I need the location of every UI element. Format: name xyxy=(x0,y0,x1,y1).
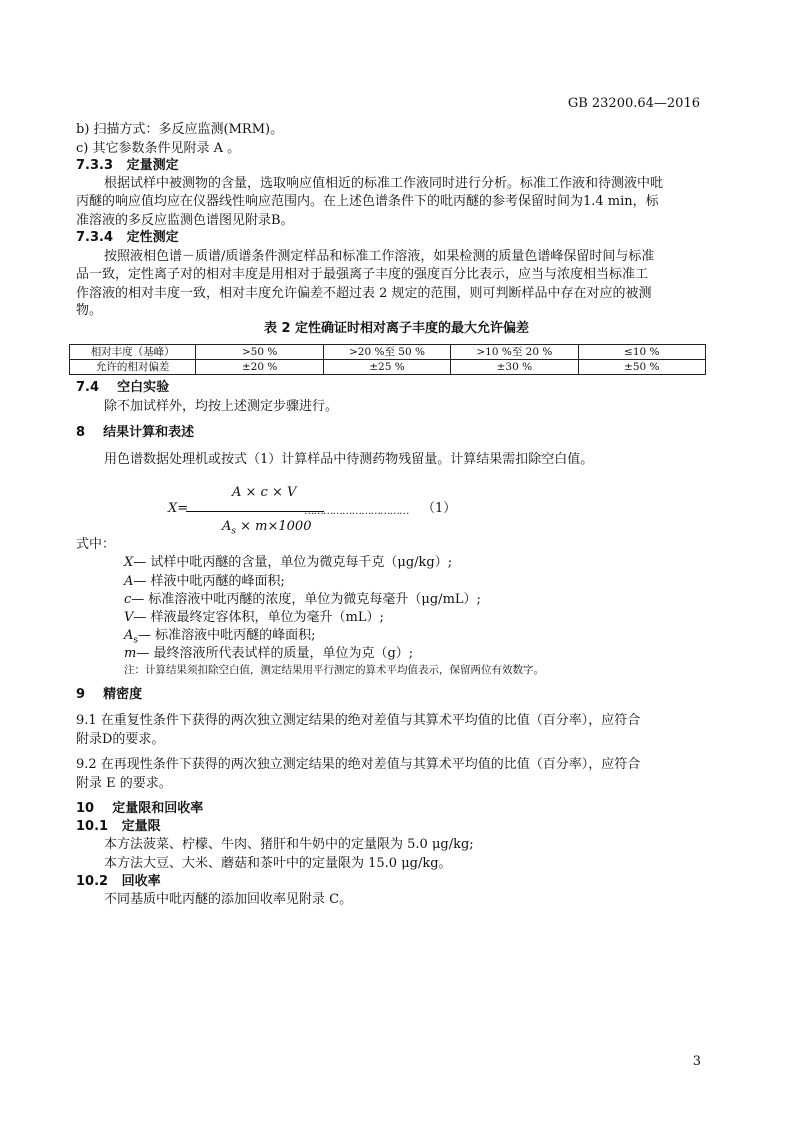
paragraph-line: 用色谱数据处理机或按式（1）计算样品中待测药物残留量。计算结果需扣除空白值。 xyxy=(104,452,594,467)
heading-number: 10.2 xyxy=(76,874,109,889)
table-cell: ≤10 % xyxy=(578,345,705,360)
heading-title: 定量限和回收率 xyxy=(112,801,204,816)
variable-symbol: c xyxy=(124,592,132,607)
paragraph-line: 9.1 在重复性条件下获得的两次独立测定结果的绝对差值与其算术平均值的比值（百分率），应符合 xyxy=(76,713,641,728)
note: 注：计算结果须扣除空白值，测定结果用平行测定的算术平均值表示，保留两位有效数字。 xyxy=(124,664,544,676)
formula-numerator: A × c × V xyxy=(232,485,297,500)
standard-number: GB 23200.64—2016 xyxy=(567,96,700,111)
variable-symbol: A xyxy=(124,628,134,643)
table-cell: >20 %至 50 % xyxy=(323,345,450,360)
paragraph-line: 附录 E 的要求。 xyxy=(76,776,172,791)
heading-10-2 xyxy=(76,873,161,891)
denominator-rest: × m×1000 xyxy=(236,519,312,534)
formula-denominator xyxy=(222,518,311,541)
paragraph-line: 本方法大豆、大米、蘑菇和茶叶中的定量限为 15.0 μg/kg。 xyxy=(104,856,452,871)
where-label: 式中： xyxy=(76,537,116,552)
variable-description: — 标准溶液中吡丙醚的浓度，单位为微克每毫升（μg/mL）; xyxy=(131,592,481,607)
item-b: b) 扫描方式：多反应监测(MRM)。 xyxy=(76,122,284,137)
paragraph-line: 除不加试样外，均按上述测定步骤进行。 xyxy=(104,399,339,414)
table-row xyxy=(70,360,706,375)
table-cell: >10 %至 20 % xyxy=(451,345,578,360)
variable-definition xyxy=(124,554,452,572)
paragraph-line: 附录D的要求。 xyxy=(76,732,165,747)
variable-definition xyxy=(124,591,481,609)
variable-description: — 样液中吡丙醚的峰面积; xyxy=(133,574,285,589)
paragraph-line: 按照液相色谱－质谱/质谱条件测定样品和标准工作溶液，如果检测的质量色谱峰保留时间与标准 xyxy=(104,249,655,264)
table-cell: ±50 % xyxy=(578,360,705,375)
heading-8 xyxy=(76,424,194,442)
denominator-subscript: s xyxy=(231,526,237,537)
variable-description: — 标准溶液中吡丙醚的峰面积; xyxy=(138,628,316,643)
table-cell: ±30 % xyxy=(451,360,578,375)
variable-definition xyxy=(124,645,413,663)
table-cell: ±25 % xyxy=(323,360,450,375)
formula-dots: …………………………… xyxy=(304,505,409,517)
heading-number: 10.1 xyxy=(76,819,109,834)
table-cell: 允许的相对偏差 xyxy=(70,360,196,375)
variable-description: — 最终溶液所代表试样的质量，单位为克（g）; xyxy=(136,646,414,661)
paragraph-line: 9.2 在再现性条件下获得的两次独立测定结果的绝对差值与其算术平均值的比值（百分率），应符合 xyxy=(76,757,641,772)
table-cell: 相对丰度（基峰） xyxy=(70,345,196,360)
variable-symbol: X xyxy=(124,555,134,570)
heading-title: 精密度 xyxy=(103,687,143,702)
formula-lhs: X= xyxy=(168,501,189,516)
heading-title: 空白实验 xyxy=(117,380,170,395)
ion-abundance-table xyxy=(69,344,706,375)
heading-number: 8 xyxy=(76,425,86,440)
variable-symbol: m xyxy=(124,646,137,661)
variable-definition xyxy=(124,573,285,591)
table-row xyxy=(70,345,706,360)
heading-title: 定性测定 xyxy=(126,230,179,245)
variable-symbol: V xyxy=(124,610,134,625)
heading-9 xyxy=(76,686,142,704)
heading-10-1 xyxy=(76,818,161,836)
denominator-symbol: A xyxy=(222,519,232,534)
variable-subscript: s xyxy=(133,635,139,646)
paragraph-line: 物。 xyxy=(76,303,103,318)
equation-number: （1） xyxy=(422,501,457,516)
variable-symbol: A xyxy=(124,574,134,589)
table-caption: 表 2 定性确证时相对离子丰度的最大允许偏差 xyxy=(263,321,530,336)
variable-description: — 试样中吡丙醚的含量，单位为微克每千克（μg/kg）; xyxy=(133,555,453,570)
heading-number: 7.3.3 xyxy=(76,158,114,173)
heading-title: 回收率 xyxy=(121,874,161,889)
paragraph-line: 丙醚的响应值均应在仪器线性响应范围内。在上述色谱条件下的吡丙醚的参考保留时间为1.4 min，标 xyxy=(76,194,659,209)
heading-number: 7.3.4 xyxy=(76,230,114,245)
paragraph-line: 根据试样中被测物的含量，选取响应值相近的标准工作液同时进行分析。标准工作液和待测液中吡 xyxy=(104,176,664,191)
paragraph-line: 准溶液的多反应监测色谱图见附录B。 xyxy=(76,213,294,228)
heading-number: 7.4 xyxy=(76,380,100,395)
heading-title: 定量测定 xyxy=(126,158,179,173)
paragraph-line: 不同基质中吡丙醚的添加回收率见附录 C。 xyxy=(104,892,353,907)
heading-title: 定量限 xyxy=(121,819,161,834)
paragraph-line: 品一致，定性离子对的相对丰度是用相对于最强离子丰度的强度百分比表示，应当与浓度相当标准工 xyxy=(76,267,649,282)
heading-7-3-4 xyxy=(76,229,179,247)
paragraph-line: 作溶液的相对丰度一致，相对丰度允许偏差不超过表 2 规定的范围，则可判断样品中存在对应的被测 xyxy=(76,286,652,301)
heading-number: 9 xyxy=(76,687,86,702)
variable-description: — 样液最终定容体积，单位为毫升（mL）; xyxy=(133,610,384,625)
heading-10 xyxy=(76,800,203,818)
heading-number: 10 xyxy=(76,801,95,816)
heading-7-4 xyxy=(76,379,169,397)
heading-7-3-3 xyxy=(76,157,179,175)
variable-definition xyxy=(124,609,384,627)
table-cell: >50 % xyxy=(196,345,323,360)
item-c: c) 其它参数条件见附录 A 。 xyxy=(76,141,241,156)
heading-title: 结果计算和表述 xyxy=(103,425,195,440)
table-cell: ±20 % xyxy=(196,360,323,375)
page-number: 3 xyxy=(692,1054,701,1069)
paragraph-line: 本方法菠菜、柠檬、牛肉、猪肝和牛奶中的定量限为 5.0 μg/kg; xyxy=(104,837,474,852)
